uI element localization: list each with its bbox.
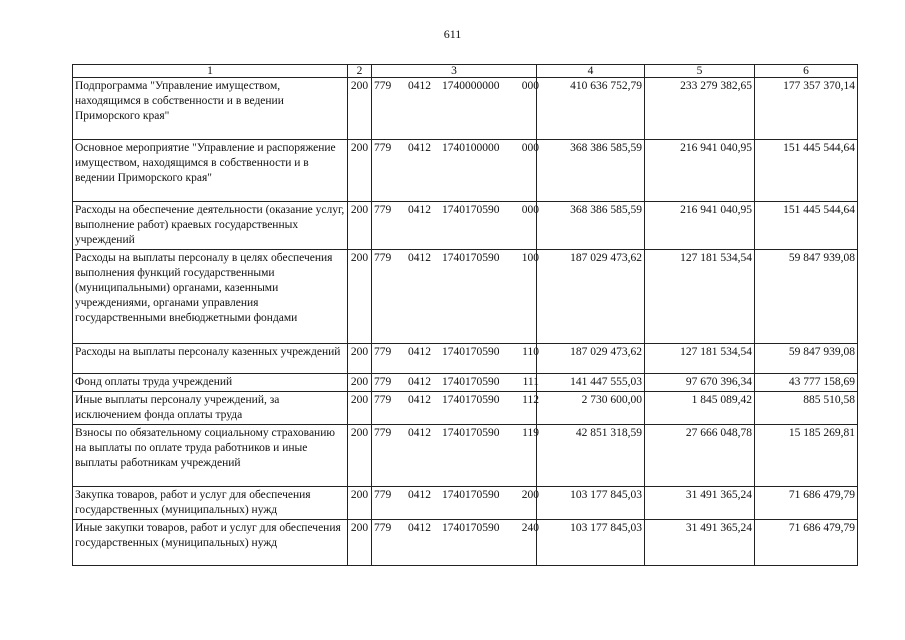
table-row (73, 140, 858, 202)
row-codes (372, 344, 537, 374)
row-code2: 0412 (408, 394, 431, 406)
row-ved-code: 200 (348, 425, 372, 487)
row-target-code: 1740170590 (442, 427, 500, 439)
table-row (73, 78, 858, 140)
row-target-code: 1740170590 (442, 522, 500, 534)
row-target-code: 1740170590 (442, 394, 500, 406)
row-code1: 779 (374, 427, 392, 439)
row-code2: 0412 (408, 80, 431, 92)
row-value-6: 43 777 158,69 (755, 374, 858, 392)
row-value-5: 97 670 396,34 (645, 374, 755, 392)
row-name: Фонд оплаты труда учреждений (73, 374, 348, 392)
row-expense-type: 000 (521, 80, 539, 92)
row-code2: 0412 (408, 376, 431, 388)
row-value-6: 59 847 939,08 (755, 344, 858, 374)
row-value-4: 368 386 585,59 (537, 140, 645, 202)
row-value-4: 141 447 555,03 (537, 374, 645, 392)
row-ved-code: 200 (348, 374, 372, 392)
row-ved-code: 200 (348, 202, 372, 250)
row-name: Иные закупки товаров, работ и услуг для обеспечения государственных (муниципальных) нужд (73, 520, 348, 566)
row-codes (372, 374, 537, 392)
row-ved-code: 200 (348, 140, 372, 202)
table-row (73, 374, 858, 392)
row-value-6: 59 847 939,08 (755, 250, 858, 344)
row-code2: 0412 (408, 489, 431, 501)
row-value-5: 31 491 365,24 (645, 487, 755, 520)
row-expense-type: 119 (522, 427, 539, 439)
row-codes (372, 250, 537, 344)
row-code2: 0412 (408, 427, 431, 439)
row-name: Взносы по обязательному социальному страхованию на выплаты по оплате труда работников и иные выплаты работникам учреждений (73, 425, 348, 487)
row-value-5: 31 491 365,24 (645, 520, 755, 566)
row-name: Расходы на выплаты персоналу в целях обеспечения выполнения функций государственными (муниципальными) органами, казенными учреждениями, органами управления государственными внебюджетными фондами (73, 250, 348, 344)
table-row (73, 202, 858, 250)
row-ved-code: 200 (348, 250, 372, 344)
row-name: Расходы на обеспечение деятельности (оказание услуг, выполнение работ) краевых государственных учреждений (73, 202, 348, 250)
row-value-6: 71 686 479,79 (755, 487, 858, 520)
table-row (73, 250, 858, 344)
row-ved-code: 200 (348, 392, 372, 425)
row-code1: 779 (374, 489, 392, 501)
row-value-6: 71 686 479,79 (755, 520, 858, 566)
table-row (73, 425, 858, 487)
row-codes (372, 78, 537, 140)
row-code1: 779 (374, 80, 392, 92)
table-row (73, 392, 858, 425)
row-value-4: 410 636 752,79 (537, 78, 645, 140)
row-name: Подпрограмма "Управление имуществом, находящимся в собственности и в ведении Приморского края" (73, 78, 348, 140)
row-value-5: 216 941 040,95 (645, 202, 755, 250)
row-codes (372, 392, 537, 425)
row-ved-code: 200 (348, 78, 372, 140)
row-codes (372, 202, 537, 250)
row-code1: 779 (374, 394, 392, 406)
row-value-4: 187 029 473,62 (537, 250, 645, 344)
page-number: 611 (443, 27, 462, 41)
row-value-5: 127 181 534,54 (645, 344, 755, 374)
row-expense-type: 000 (521, 142, 539, 154)
row-value-5: 216 941 040,95 (645, 140, 755, 202)
row-code1: 779 (374, 142, 392, 154)
row-name: Иные выплаты персоналу учреждений, за исключением фонда оплаты труда (73, 392, 348, 425)
row-target-code: 1740170590 (442, 252, 500, 264)
header-col-5: 5 (645, 65, 755, 78)
row-expense-type: 240 (521, 522, 539, 534)
row-value-4: 103 177 845,03 (537, 520, 645, 566)
row-code1: 779 (374, 346, 392, 358)
row-expense-type: 200 (521, 489, 539, 501)
row-codes (372, 487, 537, 520)
row-target-code: 1740100000 (442, 142, 500, 154)
row-value-6: 15 185 269,81 (755, 425, 858, 487)
row-expense-type: 111 (522, 376, 539, 388)
header-col-4: 4 (537, 65, 645, 78)
row-name: Основное мероприятие "Управление и распоряжение имуществом, находящимся в собственности и в ведении Приморского края" (73, 140, 348, 202)
row-name: Расходы на выплаты персоналу казенных учреждений (73, 344, 348, 374)
row-code1: 779 (374, 204, 392, 216)
row-target-code: 1740000000 (442, 80, 500, 92)
row-code1: 779 (374, 252, 392, 264)
row-value-5: 127 181 534,54 (645, 250, 755, 344)
row-code2: 0412 (408, 522, 431, 534)
row-target-code: 1740170590 (442, 204, 500, 216)
row-ved-code: 200 (348, 520, 372, 566)
row-codes (372, 520, 537, 566)
table-row (73, 520, 858, 566)
row-value-5: 27 666 048,78 (645, 425, 755, 487)
row-code2: 0412 (408, 252, 431, 264)
budget-table (72, 64, 858, 566)
row-expense-type: 112 (522, 394, 539, 406)
table-row (73, 487, 858, 520)
row-code1: 779 (374, 522, 392, 534)
row-value-6: 151 445 544,64 (755, 202, 858, 250)
row-value-4: 42 851 318,59 (537, 425, 645, 487)
row-target-code: 1740170590 (442, 346, 500, 358)
row-codes (372, 425, 537, 487)
table-row (73, 344, 858, 374)
row-name: Закупка товаров, работ и услуг для обеспечения государственных (муниципальных) нужд (73, 487, 348, 520)
header-col-6: 6 (755, 65, 858, 78)
header-col-2: 2 (348, 65, 372, 78)
row-value-5: 233 279 382,65 (645, 78, 755, 140)
row-code2: 0412 (408, 204, 431, 216)
row-expense-type: 110 (522, 346, 539, 358)
row-value-4: 368 386 585,59 (537, 202, 645, 250)
row-ved-code: 200 (348, 487, 372, 520)
row-value-4: 187 029 473,62 (537, 344, 645, 374)
row-target-code: 1740170590 (442, 489, 500, 501)
row-code1: 779 (374, 376, 392, 388)
row-codes (372, 140, 537, 202)
row-target-code: 1740170590 (442, 376, 500, 388)
row-value-5: 1 845 089,42 (645, 392, 755, 425)
row-value-4: 2 730 600,00 (537, 392, 645, 425)
row-ved-code: 200 (348, 344, 372, 374)
header-row (73, 65, 858, 78)
row-value-6: 885 510,58 (755, 392, 858, 425)
row-code2: 0412 (408, 346, 431, 358)
row-value-6: 177 357 370,14 (755, 78, 858, 140)
header-col-1: 1 (73, 65, 348, 78)
budget-table-body (73, 65, 858, 566)
row-value-4: 103 177 845,03 (537, 487, 645, 520)
row-expense-type: 100 (521, 252, 539, 264)
row-value-6: 151 445 544,64 (755, 140, 858, 202)
row-code2: 0412 (408, 142, 431, 154)
header-col-3: 3 (372, 65, 537, 78)
row-expense-type: 000 (521, 204, 539, 216)
